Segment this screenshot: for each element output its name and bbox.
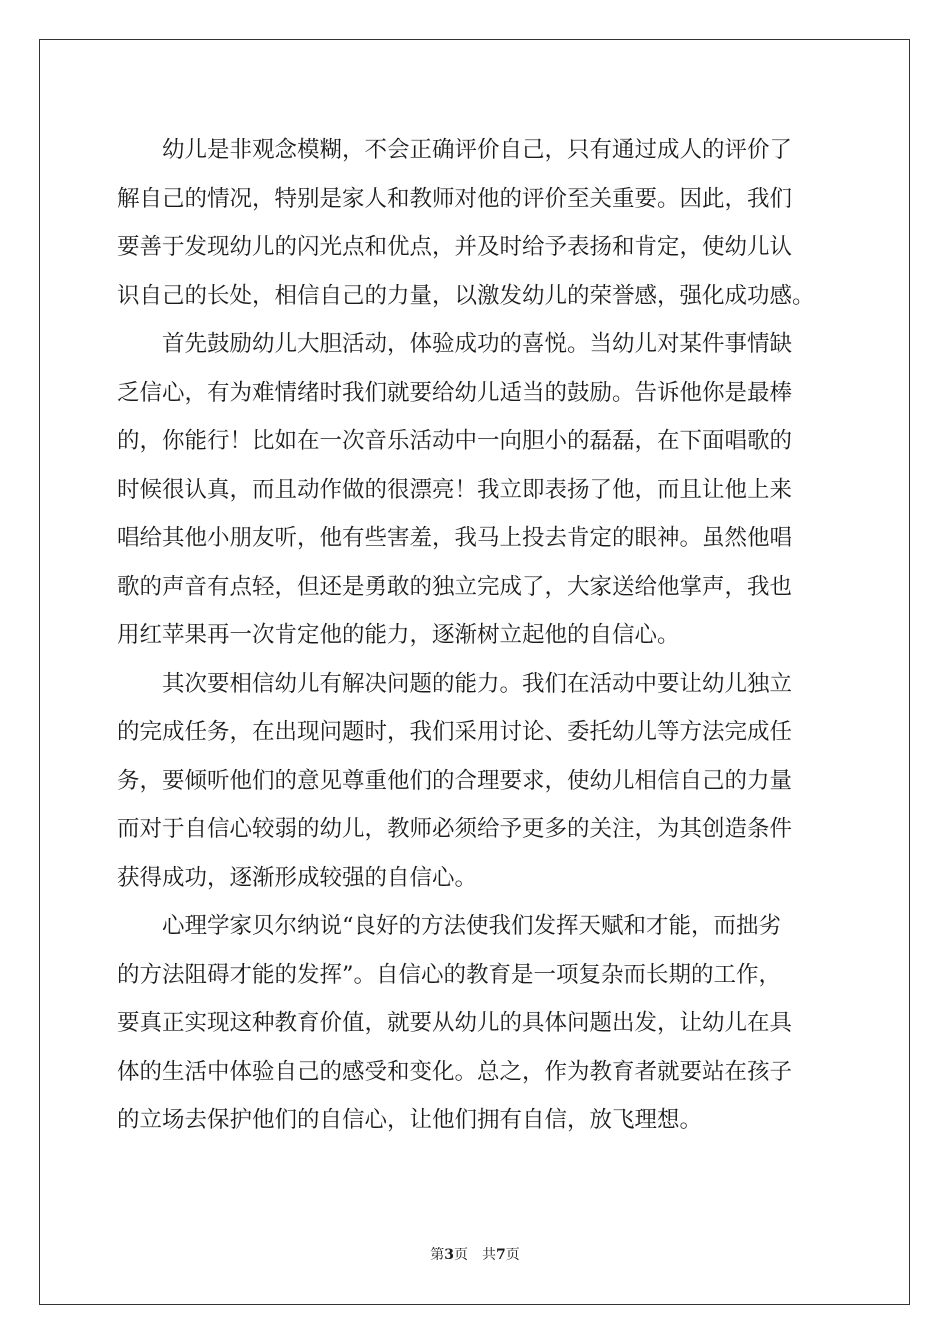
text-line: 要善于发现幼儿的闪光点和优点，并及时给予表扬和肯定，使幼儿认 (117, 234, 793, 260)
text-line: 唱给其他小朋友听，他有些害羞，我马上投去肯定的眼神。虽然他唱 (117, 525, 793, 551)
text-line: 务，要倾听他们的意见尊重他们的合理要求，使幼儿相信自己的力量 (117, 767, 793, 794)
paragraph-3 (117, 660, 833, 903)
text-line: 体的生活中体验自己的感受和变化。总之，作为教育者就要站在孩子 (117, 1058, 793, 1085)
total-prefix: 共 (482, 1247, 496, 1263)
text-line: 其次要相信幼儿有解决问题的能力。我们在活动中要让幼儿独立 (162, 670, 793, 697)
page-footer (0, 1244, 950, 1264)
page-total: 7 (496, 1247, 506, 1263)
text-line: 用红苹果再一次肯定他的能力，逐渐树立起他的自信心。 (117, 622, 680, 648)
text-line: 的，你能行！比如在一次音乐活动中一向胆小的磊磊，在下面唱歌的 (117, 428, 793, 454)
document-body (117, 126, 833, 1145)
text-line: 的立场去保护他们的自信心，让他们拥有自信，放飞理想。 (117, 1107, 703, 1133)
text-line: 时候很认真，而且动作做的很漂亮！我立即表扬了他，而且让他上来 (117, 476, 793, 503)
text-line: 首先鼓励幼儿大胆活动，体验成功的喜悦。当幼儿对某件事情缺 (162, 331, 793, 357)
text-line: 乏信心，有为难情绪时我们就要给幼儿适当的鼓励。告诉他你是最棒 (117, 379, 793, 406)
page-suffix: 页 (454, 1247, 468, 1263)
text-line: 要真正实现这种教育价值，就要从幼儿的具体问题出发，让幼儿在具 (117, 1010, 793, 1036)
text-line: 心理学家贝尔纳说“良好的方法使我们发挥天赋和才能，而拙劣 (162, 913, 782, 939)
text-line: 解自己的情况，特别是家人和教师对他的评价至关重要。因此，我们 (117, 185, 793, 212)
text-line: 识自己的长处，相信自己的力量，以激发幼儿的荣誉感，强化成功感。 (117, 282, 815, 309)
text-line: 的完成任务，在出现问题时，我们采用讨论、委托幼儿等方法完成任 (117, 719, 793, 745)
paragraph-1 (117, 126, 833, 320)
text-line: 幼儿是非观念模糊，不会正确评价自己，只有通过成人的评价了 (162, 137, 793, 163)
text-line: 歌的声音有点轻，但还是勇敢的独立完成了，大家送给他掌声，我也 (117, 573, 793, 600)
page-prefix: 第 (430, 1247, 445, 1263)
paragraph-2 (117, 320, 833, 660)
text-line: 而对于自信心较弱的幼儿，教师必须给予更多的关注，为其创造条件 (117, 816, 793, 842)
text-line: 获得成功，逐渐形成较强的自信心。 (117, 864, 478, 891)
page-current: 3 (444, 1247, 454, 1263)
total-suffix: 页 (505, 1247, 520, 1263)
text-line: 的方法阻碍才能的发挥”。自信心的教育是一项复杂而长期的工作， (117, 961, 782, 988)
paragraph-4 (117, 902, 833, 1145)
